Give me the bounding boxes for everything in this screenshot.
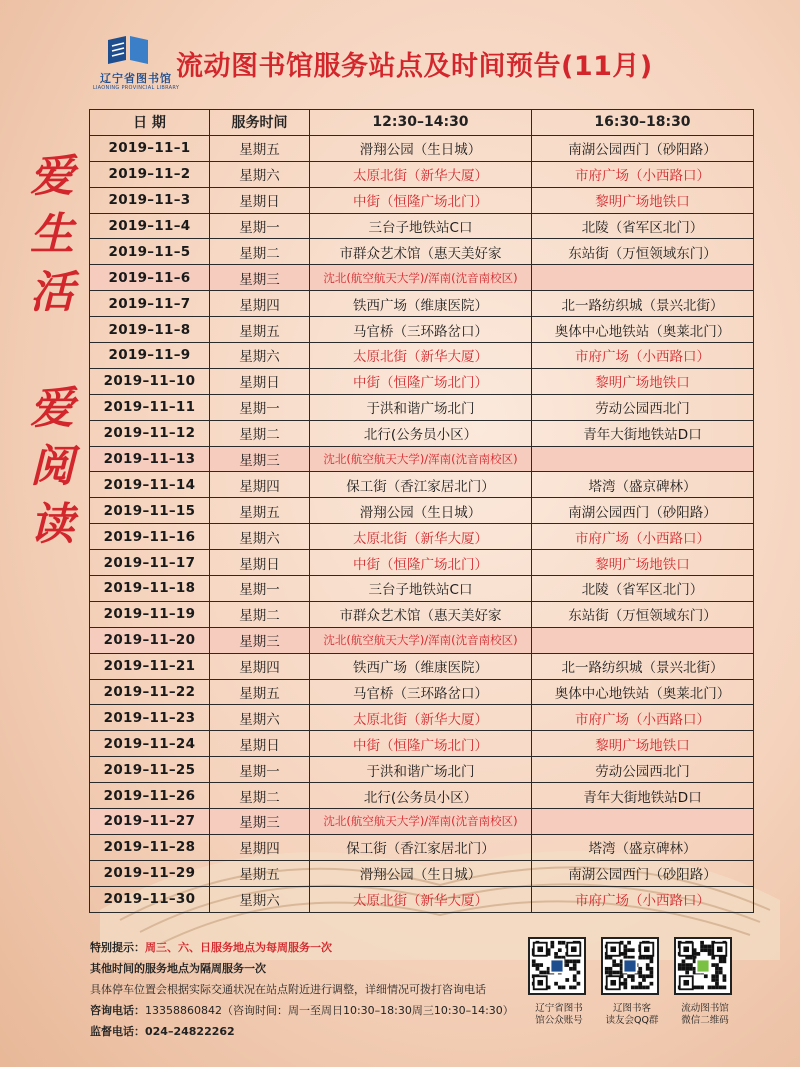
row-date: 2019–11–25: [90, 757, 210, 783]
qr-caption-line: 辽图书客: [612, 1003, 651, 1014]
row-slot-1: 沈北(航空航天大学)/浑南(沈音南校区): [310, 809, 532, 835]
table-row: [90, 135, 754, 161]
tip-label: 特别提示：: [90, 941, 145, 954]
row-weekday: 星期一: [210, 757, 310, 783]
row-date: 2019–11–28: [90, 834, 210, 860]
qr-code-icon: [528, 937, 586, 995]
row-slot-2: 北陵（省军区北门）: [532, 576, 754, 602]
row-date: 2019–11–29: [90, 860, 210, 886]
logo-english-name: LIAONING PROVINCIAL LIBRARY: [92, 85, 180, 91]
table-row: [90, 161, 754, 187]
table-row: [90, 394, 754, 420]
supervise-line: [90, 1021, 514, 1042]
header-slot-1: 12:30–14:30: [310, 110, 532, 136]
qr-caption-line: 馆公众账号: [535, 1015, 583, 1026]
row-date: 2019–11–27: [90, 809, 210, 835]
row-slot-1: 中街（恒隆广场北门）: [310, 550, 532, 576]
row-weekday: 星期日: [210, 731, 310, 757]
row-weekday: 星期四: [210, 472, 310, 498]
row-weekday: 星期五: [210, 135, 310, 161]
note-line-2: 其他时间的服务地点为隔周服务一次: [90, 962, 266, 975]
row-date: 2019–11–16: [90, 524, 210, 550]
row-date: 2019–11–11: [90, 394, 210, 420]
row-slot-1: 太原北街（新华大厦）: [310, 343, 532, 369]
row-slot-2: 南湖公园西门（砂阳路）: [532, 498, 754, 524]
row-slot-1: 三台子地铁站C口: [310, 576, 532, 602]
supervise-value: 024–24822262: [145, 1025, 235, 1038]
table-row: [90, 601, 754, 627]
row-slot-1: 滑翔公园（生日城）: [310, 498, 532, 524]
schedule-body: [90, 135, 754, 912]
footer-notes: [90, 937, 514, 1042]
row-date: 2019–11–18: [90, 576, 210, 602]
row-slot-2: 黎明广场地铁口: [532, 731, 754, 757]
slogan-char: 生: [30, 209, 74, 260]
row-weekday: 星期二: [210, 601, 310, 627]
row-weekday: 星期六: [210, 161, 310, 187]
row-slot-1: 于洪和谐广场北门: [310, 757, 532, 783]
row-slot-1: 马官桥（三环路岔口）: [310, 679, 532, 705]
row-weekday: 星期五: [210, 679, 310, 705]
table-row: [90, 757, 754, 783]
table-row: [90, 213, 754, 239]
row-slot-2: 北一路纺织城（景兴北街）: [532, 291, 754, 317]
qr-caption-line: 流动图书馆: [681, 1003, 729, 1014]
row-slot-1: 滑翔公园（生日城）: [310, 135, 532, 161]
row-date: 2019–11–21: [90, 653, 210, 679]
row-slot-2: 塔湾（盛京碑林）: [532, 472, 754, 498]
row-date: 2019–11–17: [90, 550, 210, 576]
row-weekday: 星期六: [210, 524, 310, 550]
row-date: 2019–11–14: [90, 472, 210, 498]
row-date: 2019–11–8: [90, 317, 210, 343]
row-slot-1: 中街（恒隆广场北门）: [310, 731, 532, 757]
logo-name: 辽宁省图书馆: [100, 72, 172, 85]
row-date: 2019–11–19: [90, 601, 210, 627]
row-slot-2: 南湖公园西门（砂阳路）: [532, 860, 754, 886]
row-slot-1: 中街（恒隆广场北门）: [310, 368, 532, 394]
library-logo: [90, 34, 182, 94]
qr-caption-line: 微信二维码: [681, 1015, 729, 1026]
row-weekday: 星期日: [210, 368, 310, 394]
row-weekday: 星期日: [210, 187, 310, 213]
table-row: [90, 705, 754, 731]
row-slot-2: 奥体中心地铁站（奥莱北门）: [532, 317, 754, 343]
row-slot-1: 铁西广场（维康医院）: [310, 291, 532, 317]
table-row: [90, 860, 754, 886]
row-slot-1: 市群众艺术馆（惠天美好家: [310, 239, 532, 265]
slogan-love-life: [22, 148, 82, 322]
row-weekday: 星期四: [210, 834, 310, 860]
slogan-char: 爱: [30, 383, 74, 434]
row-weekday: 星期五: [210, 498, 310, 524]
row-date: 2019–11–24: [90, 731, 210, 757]
row-slot-1: 沈北(航空航天大学)/浑南(沈音南校区): [310, 265, 532, 291]
row-date: 2019–11–30: [90, 886, 210, 912]
row-slot-2: [532, 809, 754, 835]
row-slot-2: 东站街（万恒领域东门）: [532, 601, 754, 627]
row-slot-1: 滑翔公园（生日城）: [310, 860, 532, 886]
consult-line: [90, 1000, 514, 1021]
table-header-row: [90, 110, 754, 136]
row-slot-2: 东站街（万恒领域东门）: [532, 239, 754, 265]
table-row: [90, 368, 754, 394]
row-date: 2019–11–26: [90, 783, 210, 809]
table-row: [90, 679, 754, 705]
table-row: [90, 498, 754, 524]
qr-library-official[interactable]: [528, 937, 590, 1027]
row-slot-2: [532, 265, 754, 291]
table-row: [90, 524, 754, 550]
page-title: 流动图书馆服务站点及时间预告(11月): [176, 51, 653, 82]
slogan-char: 爱: [30, 151, 74, 202]
row-weekday: 星期四: [210, 653, 310, 679]
row-slot-1: 北行(公务员小区）: [310, 783, 532, 809]
row-weekday: 星期四: [210, 291, 310, 317]
qr-reader-qq-group[interactable]: [601, 937, 663, 1027]
qr-caption: [674, 1003, 736, 1027]
row-slot-1: 保工街（香江家居北门）: [310, 834, 532, 860]
slogan-char: 读: [30, 499, 74, 550]
row-slot-1: 太原北街（新华大厦）: [310, 524, 532, 550]
row-slot-1: 沈北(航空航天大学)/浑南(沈音南校区): [310, 627, 532, 653]
row-date: 2019–11–2: [90, 161, 210, 187]
row-slot-1: 铁西广场（维康医院）: [310, 653, 532, 679]
row-slot-1: 沈北(航空航天大学)/浑南(沈音南校区): [310, 446, 532, 472]
table-row: [90, 886, 754, 912]
qr-code-icon: [674, 937, 732, 995]
row-weekday: 星期一: [210, 394, 310, 420]
row-slot-2: 青年大街地铁站D口: [532, 420, 754, 446]
note-line-3: 具体停车位置会根据实际交通状况在站点附近进行调整，详细情况可拨打咨询电话: [90, 983, 486, 996]
table-row: [90, 343, 754, 369]
row-slot-1: 于洪和谐广场北门: [310, 394, 532, 420]
row-date: 2019–11–10: [90, 368, 210, 394]
row-weekday: 星期日: [210, 550, 310, 576]
table-row: [90, 239, 754, 265]
table-row: [90, 627, 754, 653]
row-slot-2: 奥体中心地铁站（奥莱北门）: [532, 679, 754, 705]
row-date: 2019–11–3: [90, 187, 210, 213]
row-slot-1: 太原北街（新华大厦）: [310, 886, 532, 912]
table-row: [90, 472, 754, 498]
qr-caption-line: 读友会QQ群: [605, 1015, 659, 1026]
table-row: [90, 576, 754, 602]
row-date: 2019–11–13: [90, 446, 210, 472]
row-weekday: 星期五: [210, 317, 310, 343]
table-row: [90, 783, 754, 809]
row-slot-1: 马官桥（三环路岔口）: [310, 317, 532, 343]
consult-label: 咨询电话：: [90, 1004, 145, 1017]
table-row: [90, 317, 754, 343]
row-slot-2: 北一路纺织城（景兴北街）: [532, 653, 754, 679]
row-slot-2: 青年大街地铁站D口: [532, 783, 754, 809]
row-slot-2: 市府广场（小西路口）: [532, 161, 754, 187]
row-date: 2019–11–12: [90, 420, 210, 446]
table-row: [90, 731, 754, 757]
row-slot-2: [532, 446, 754, 472]
table-row: [90, 187, 754, 213]
row-slot-2: 南湖公园西门（砂阳路）: [532, 135, 754, 161]
row-weekday: 星期六: [210, 343, 310, 369]
table-row: [90, 446, 754, 472]
tip-highlight: 周三、六、日服务地点为每周服务一次: [145, 941, 332, 954]
row-slot-1: 北行(公务员小区）: [310, 420, 532, 446]
row-date: 2019–11–15: [90, 498, 210, 524]
row-slot-1: 太原北街（新华大厦）: [310, 705, 532, 731]
table-row: [90, 420, 754, 446]
row-weekday: 星期三: [210, 265, 310, 291]
tip-line: [90, 937, 514, 958]
row-date: 2019–11–20: [90, 627, 210, 653]
row-slot-1: 市群众艺术馆（惠天美好家: [310, 601, 532, 627]
row-slot-2: 市府广场（小西路口）: [532, 705, 754, 731]
table-row: [90, 809, 754, 835]
book-logo-icon: [104, 34, 152, 66]
row-date: 2019–11–9: [90, 343, 210, 369]
row-date: 2019–11–22: [90, 679, 210, 705]
row-weekday: 星期六: [210, 705, 310, 731]
row-slot-2: 市府广场（小西路口）: [532, 524, 754, 550]
row-slot-2: 市府广场（小西路口）: [532, 343, 754, 369]
schedule-table: [89, 109, 754, 913]
row-weekday: 星期二: [210, 420, 310, 446]
row-date: 2019–11–1: [90, 135, 210, 161]
qr-caption-line: 辽宁省图书: [535, 1003, 583, 1014]
consult-value: 13358860842（咨询时间：周一至周日10:30–18:30周三10:30–14:30）: [145, 1004, 514, 1017]
qr-caption: [528, 1003, 590, 1027]
header-weekday: 服务时间: [210, 110, 310, 136]
row-slot-1: 太原北街（新华大厦）: [310, 161, 532, 187]
table-row: [90, 653, 754, 679]
row-slot-2: 黎明广场地铁口: [532, 187, 754, 213]
table-row: [90, 834, 754, 860]
row-slot-1: 保工街（香江家居北门）: [310, 472, 532, 498]
row-slot-2: 北陵（省军区北门）: [532, 213, 754, 239]
row-slot-2: 劳动公园西北门: [532, 394, 754, 420]
table-row: [90, 550, 754, 576]
supervise-label: 监督电话：: [90, 1025, 145, 1038]
row-date: 2019–11–4: [90, 213, 210, 239]
row-weekday: 星期二: [210, 239, 310, 265]
slogan-char: 活: [30, 267, 74, 318]
row-slot-2: 劳动公园西北门: [532, 757, 754, 783]
header-slot-2: 16:30–18:30: [532, 110, 754, 136]
row-weekday: 星期三: [210, 446, 310, 472]
row-date: 2019–11–6: [90, 265, 210, 291]
row-date: 2019–11–5: [90, 239, 210, 265]
row-weekday: 星期二: [210, 783, 310, 809]
row-slot-2: 黎明广场地铁口: [532, 550, 754, 576]
row-slot-2: 市府广场（小西路口）: [532, 886, 754, 912]
row-slot-2: [532, 627, 754, 653]
table-row: [90, 265, 754, 291]
row-weekday: 星期三: [210, 627, 310, 653]
qr-code-icon: [601, 937, 659, 995]
slogan-love-reading: [22, 380, 82, 554]
qr-mobile-library-wechat[interactable]: [674, 937, 736, 1027]
row-slot-2: 塔湾（盛京碑林）: [532, 834, 754, 860]
row-weekday: 星期五: [210, 860, 310, 886]
row-slot-1: 中街（恒隆广场北门）: [310, 187, 532, 213]
table-row: [90, 291, 754, 317]
row-weekday: 星期三: [210, 809, 310, 835]
qr-caption: [601, 1003, 663, 1027]
row-date: 2019–11–7: [90, 291, 210, 317]
header-date: 日 期: [90, 110, 210, 136]
row-slot-1: 三台子地铁站C口: [310, 213, 532, 239]
row-date: 2019–11–23: [90, 705, 210, 731]
row-weekday: 星期一: [210, 576, 310, 602]
slogan-char: 阅: [30, 441, 74, 492]
row-weekday: 星期六: [210, 886, 310, 912]
row-weekday: 星期一: [210, 213, 310, 239]
row-slot-2: 黎明广场地铁口: [532, 368, 754, 394]
